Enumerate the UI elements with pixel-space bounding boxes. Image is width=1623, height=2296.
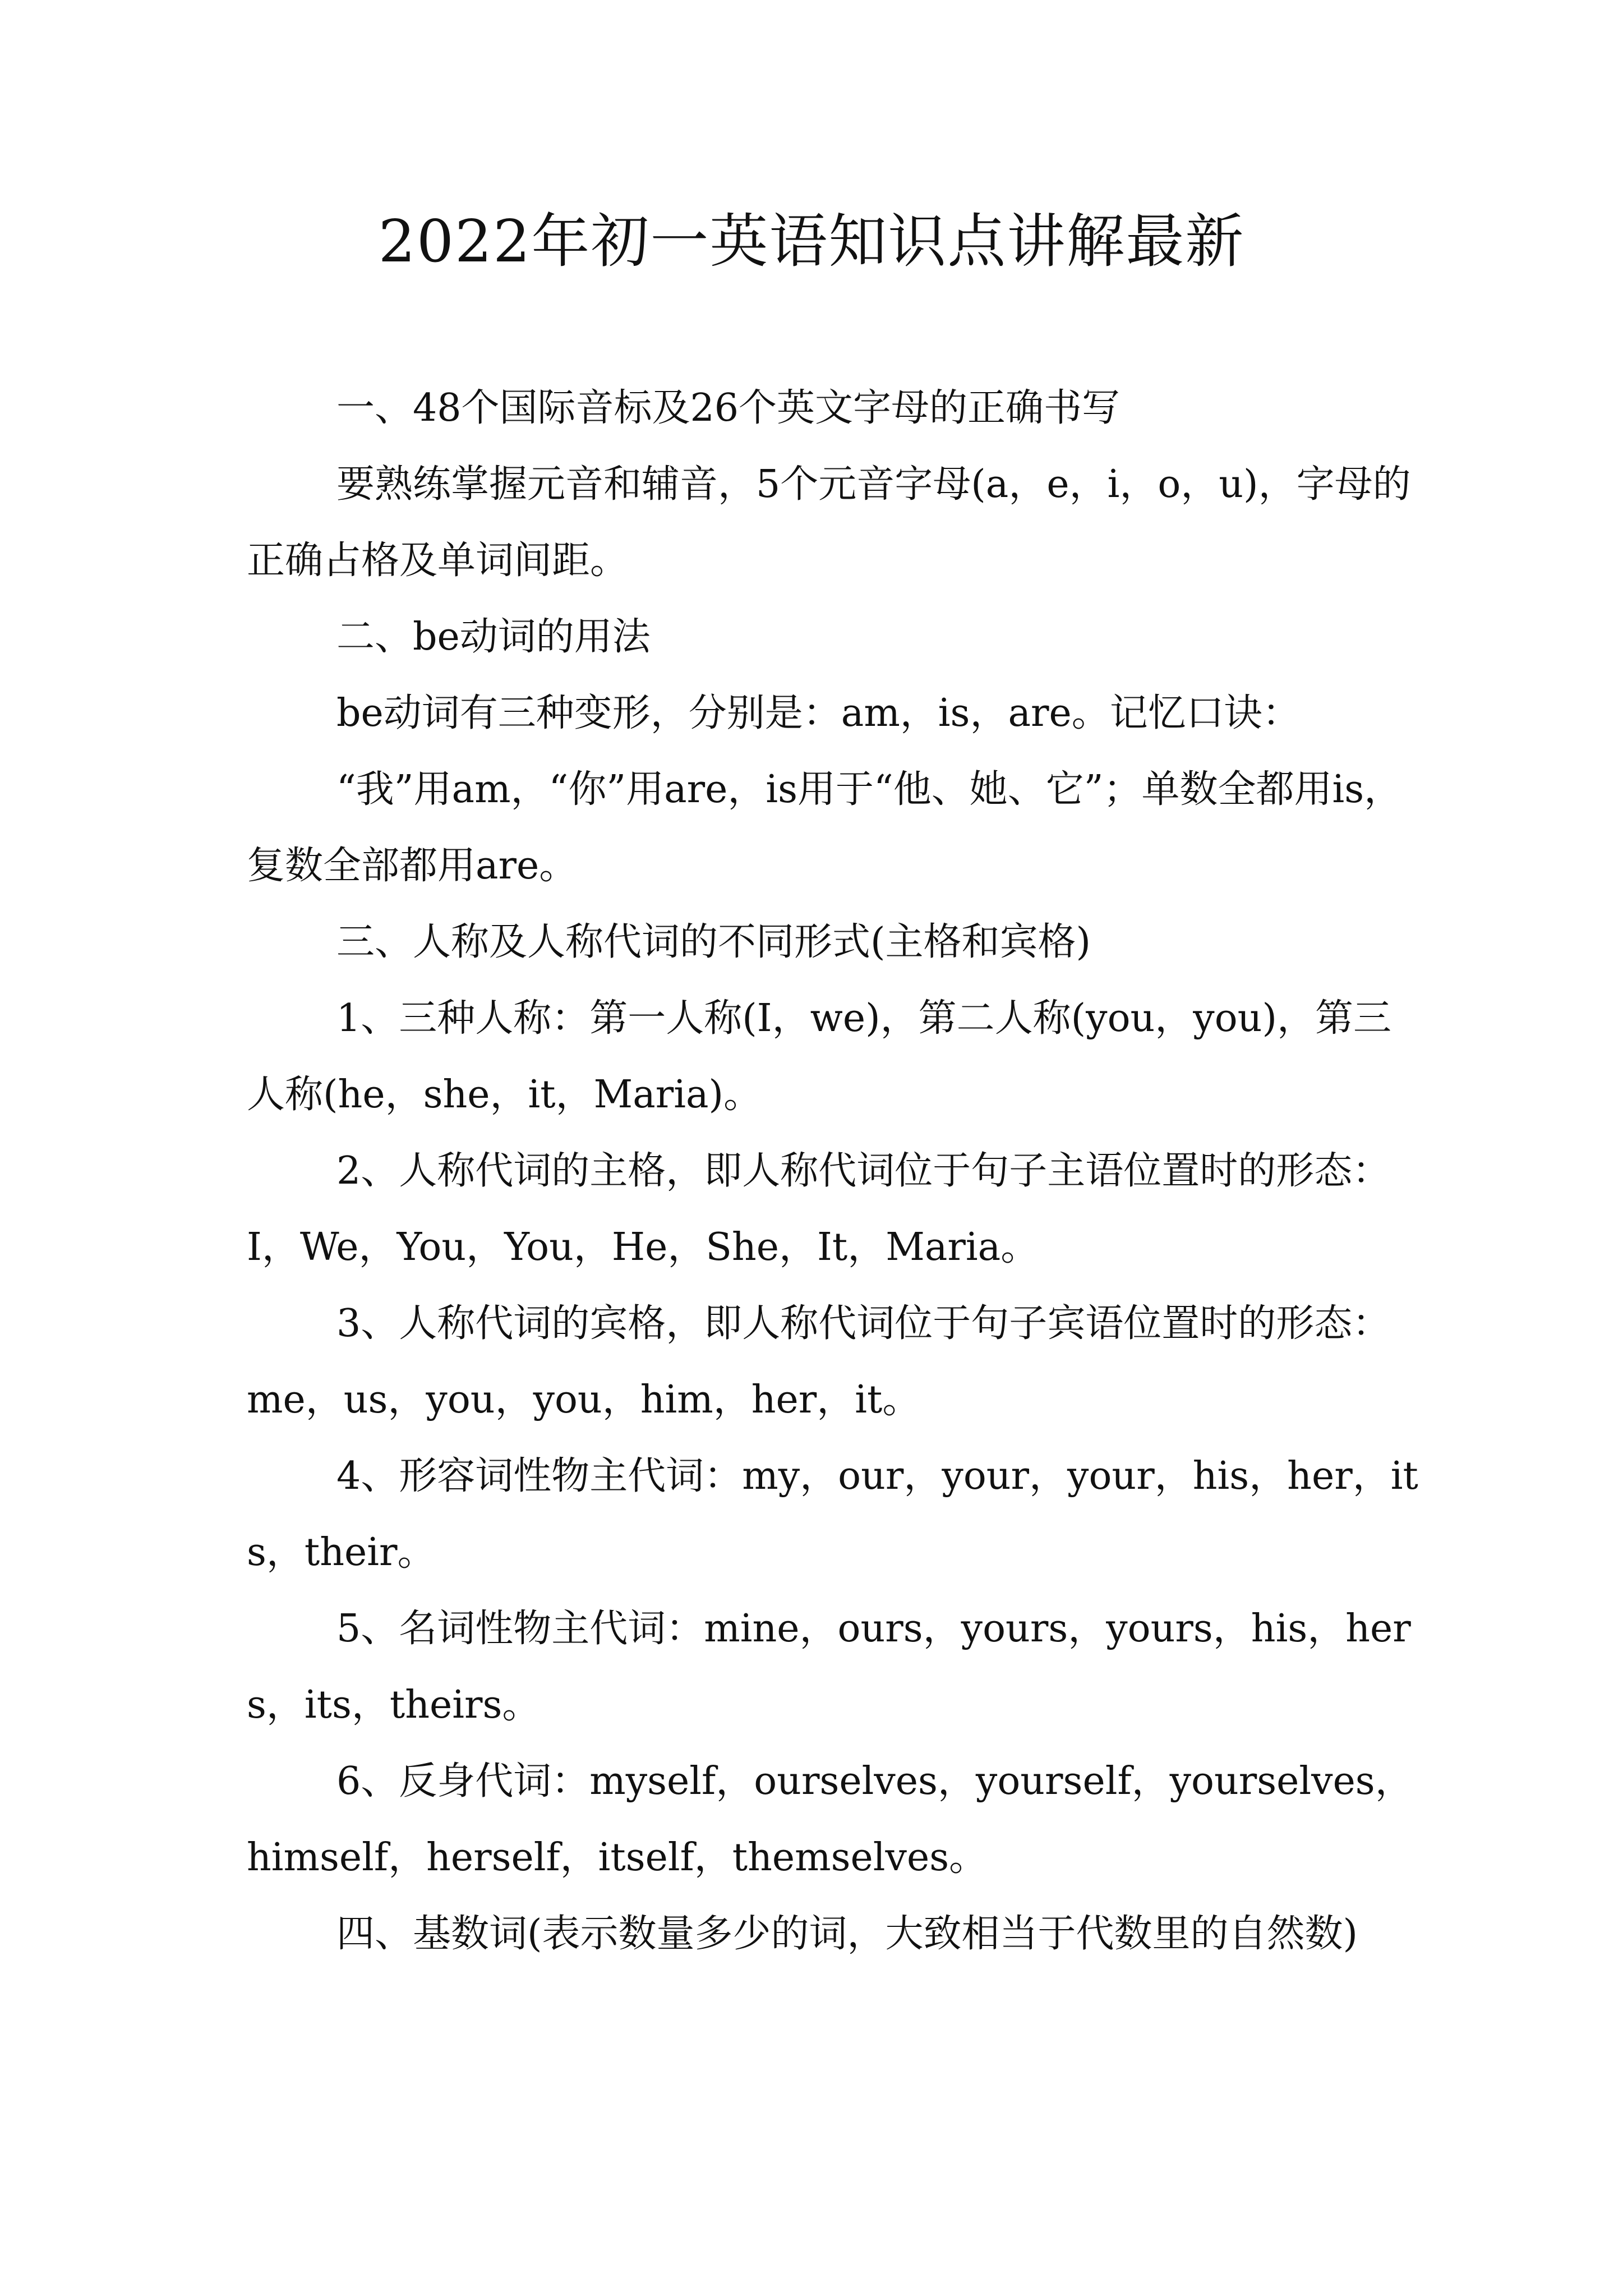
paragraph-persons: 1、三种人称：第一人称(I，we)，第二人称(you，you)，第三人称(he，she，it，Maria)。 bbox=[247, 996, 1391, 1117]
document-body bbox=[247, 370, 1424, 1972]
paragraph-section-2-heading: 二、be动词的用法 bbox=[336, 615, 651, 659]
paragraph-section-3-heading: 三、人称及人称代词的不同形式(主格和宾格) bbox=[336, 920, 1091, 964]
paragraph-noun-possessives: 5、名词性物主代词：mine，ours，yours，yours，his，hers，its，theirs。 bbox=[247, 1607, 1411, 1727]
paragraph-be-forms: be动词有三种变形，分别是：am，is，are。记忆口诀： bbox=[336, 691, 1301, 735]
paragraph-adjective-possessives: 4、形容词性物主代词：my，our，your，your，his，her，its，their。 bbox=[247, 1454, 1418, 1575]
paragraph-reflexive-pronouns: 6、反身代词：myself，ourselves，yourself，yourselves，himself，herself，itself，themselves。 bbox=[247, 1759, 1413, 1880]
paragraph-subject-pronouns: 2、人称代词的主格，即人称代词位于句子主语位置时的形态：I，We，You，You，He，She，It，Maria。 bbox=[247, 1149, 1391, 1269]
document-title: 2022年初一英语知识点讲解最新 bbox=[378, 207, 1245, 275]
paragraph-section-1-heading: 一、48个国际音标及26个英文字母的正确书写 bbox=[336, 386, 1121, 430]
paragraph-section-4-heading: 四、基数词(表示数量多少的词，大致相当于代数里的自然数) bbox=[336, 1912, 1358, 1956]
paragraph-vowels: 要熟练掌握元音和辅音，5个元音字母(a，e，i，o，u)，字母的正确占格及单词间距。 bbox=[247, 462, 1411, 583]
paragraph-be-mnemonic: “我”用am，“你”用are，is用于“他、她、它”；单数全都用is，复数全部都用are。 bbox=[247, 767, 1403, 888]
paragraph-object-pronouns: 3、人称代词的宾格，即人称代词位于句子宾语位置时的形态：me，us，you，you，him，her，it。 bbox=[247, 1301, 1391, 1422]
